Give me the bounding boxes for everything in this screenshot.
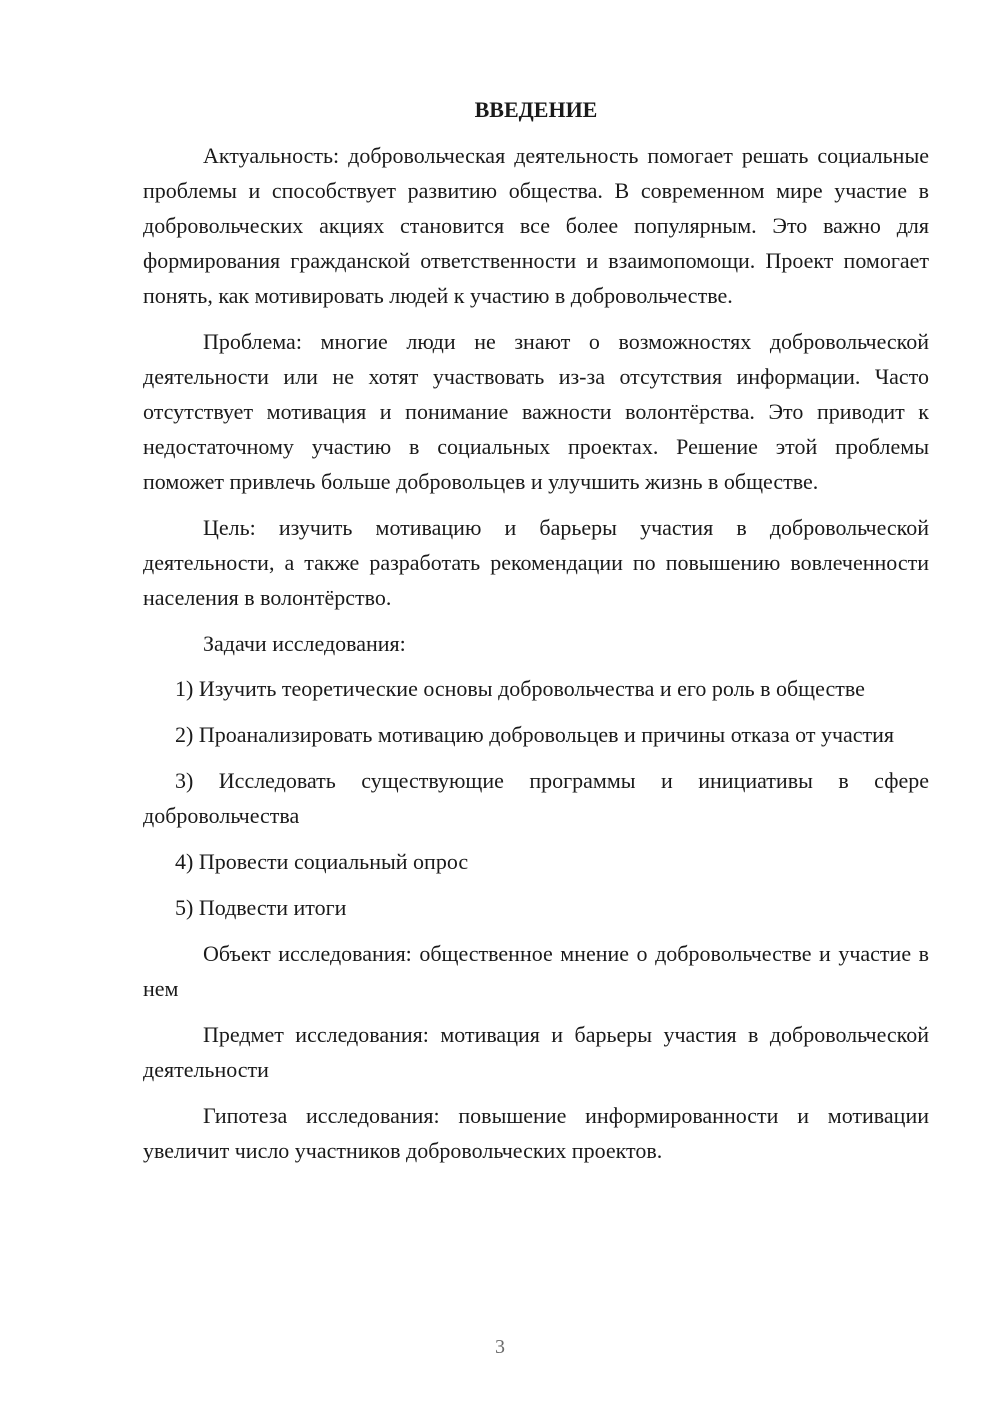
task-item-4: 4) Провести социальный опрос <box>175 849 469 874</box>
paragraph-problem: Проблема: многие люди не знают о возможностях добровольческой деятельности или не хотят участвовать из-за отсутствия информации. Часто отсутствует мотивация и понимание важности волонтёрства. Это приводит к недостаточному участию в социальных проектах. Решение этой проблемы поможет привлечь больше добровольцев и улучшить жизнь в обществе. <box>143 329 929 494</box>
task-item-5: 5) Подвести итоги <box>175 895 347 920</box>
task-item-3: 3) Исследовать существующие программы и инициативы в сфере добровольчества <box>143 768 929 828</box>
paragraph-object: Объект исследования: общественное мнение о добровольчестве и участие в нем <box>143 941 929 1001</box>
paragraph-relevance: Актуальность: добровольческая деятельность помогает решать социальные проблемы и способствует развитию общества. В современном мире участие в добровольческих акциях становится все более популярным. Это важно для формирования гражданской ответственности и взаимопомощи. Проект помогает понять, как мотивировать людей к участию в добровольчестве. <box>143 143 929 308</box>
tasks-heading: Задачи исследования: <box>203 631 406 656</box>
task-item-2: 2) Проанализировать мотивацию добровольцев и причины отказа от участия <box>175 722 895 747</box>
paragraph-hypothesis: Гипотеза исследования: повышение информированности и мотивации увеличит число участников добровольческих проектов. <box>143 1103 929 1163</box>
paragraph-subject: Предмет исследования: мотивация и барьеры участия в добровольческой деятельности <box>143 1022 929 1082</box>
task-item-1: 1) Изучить теоретические основы добровольчества и его роль в обществе <box>175 676 865 701</box>
document-page <box>143 92 929 1179</box>
paragraph-goal: Цель: изучить мотивацию и барьеры участия в добровольческой деятельности, а также разработать рекомендации по повышению вовлеченности населения в волонтёрство. <box>143 515 929 610</box>
section-title: ВВЕДЕНИЕ <box>474 97 598 122</box>
page-number: 3 <box>495 1336 505 1358</box>
